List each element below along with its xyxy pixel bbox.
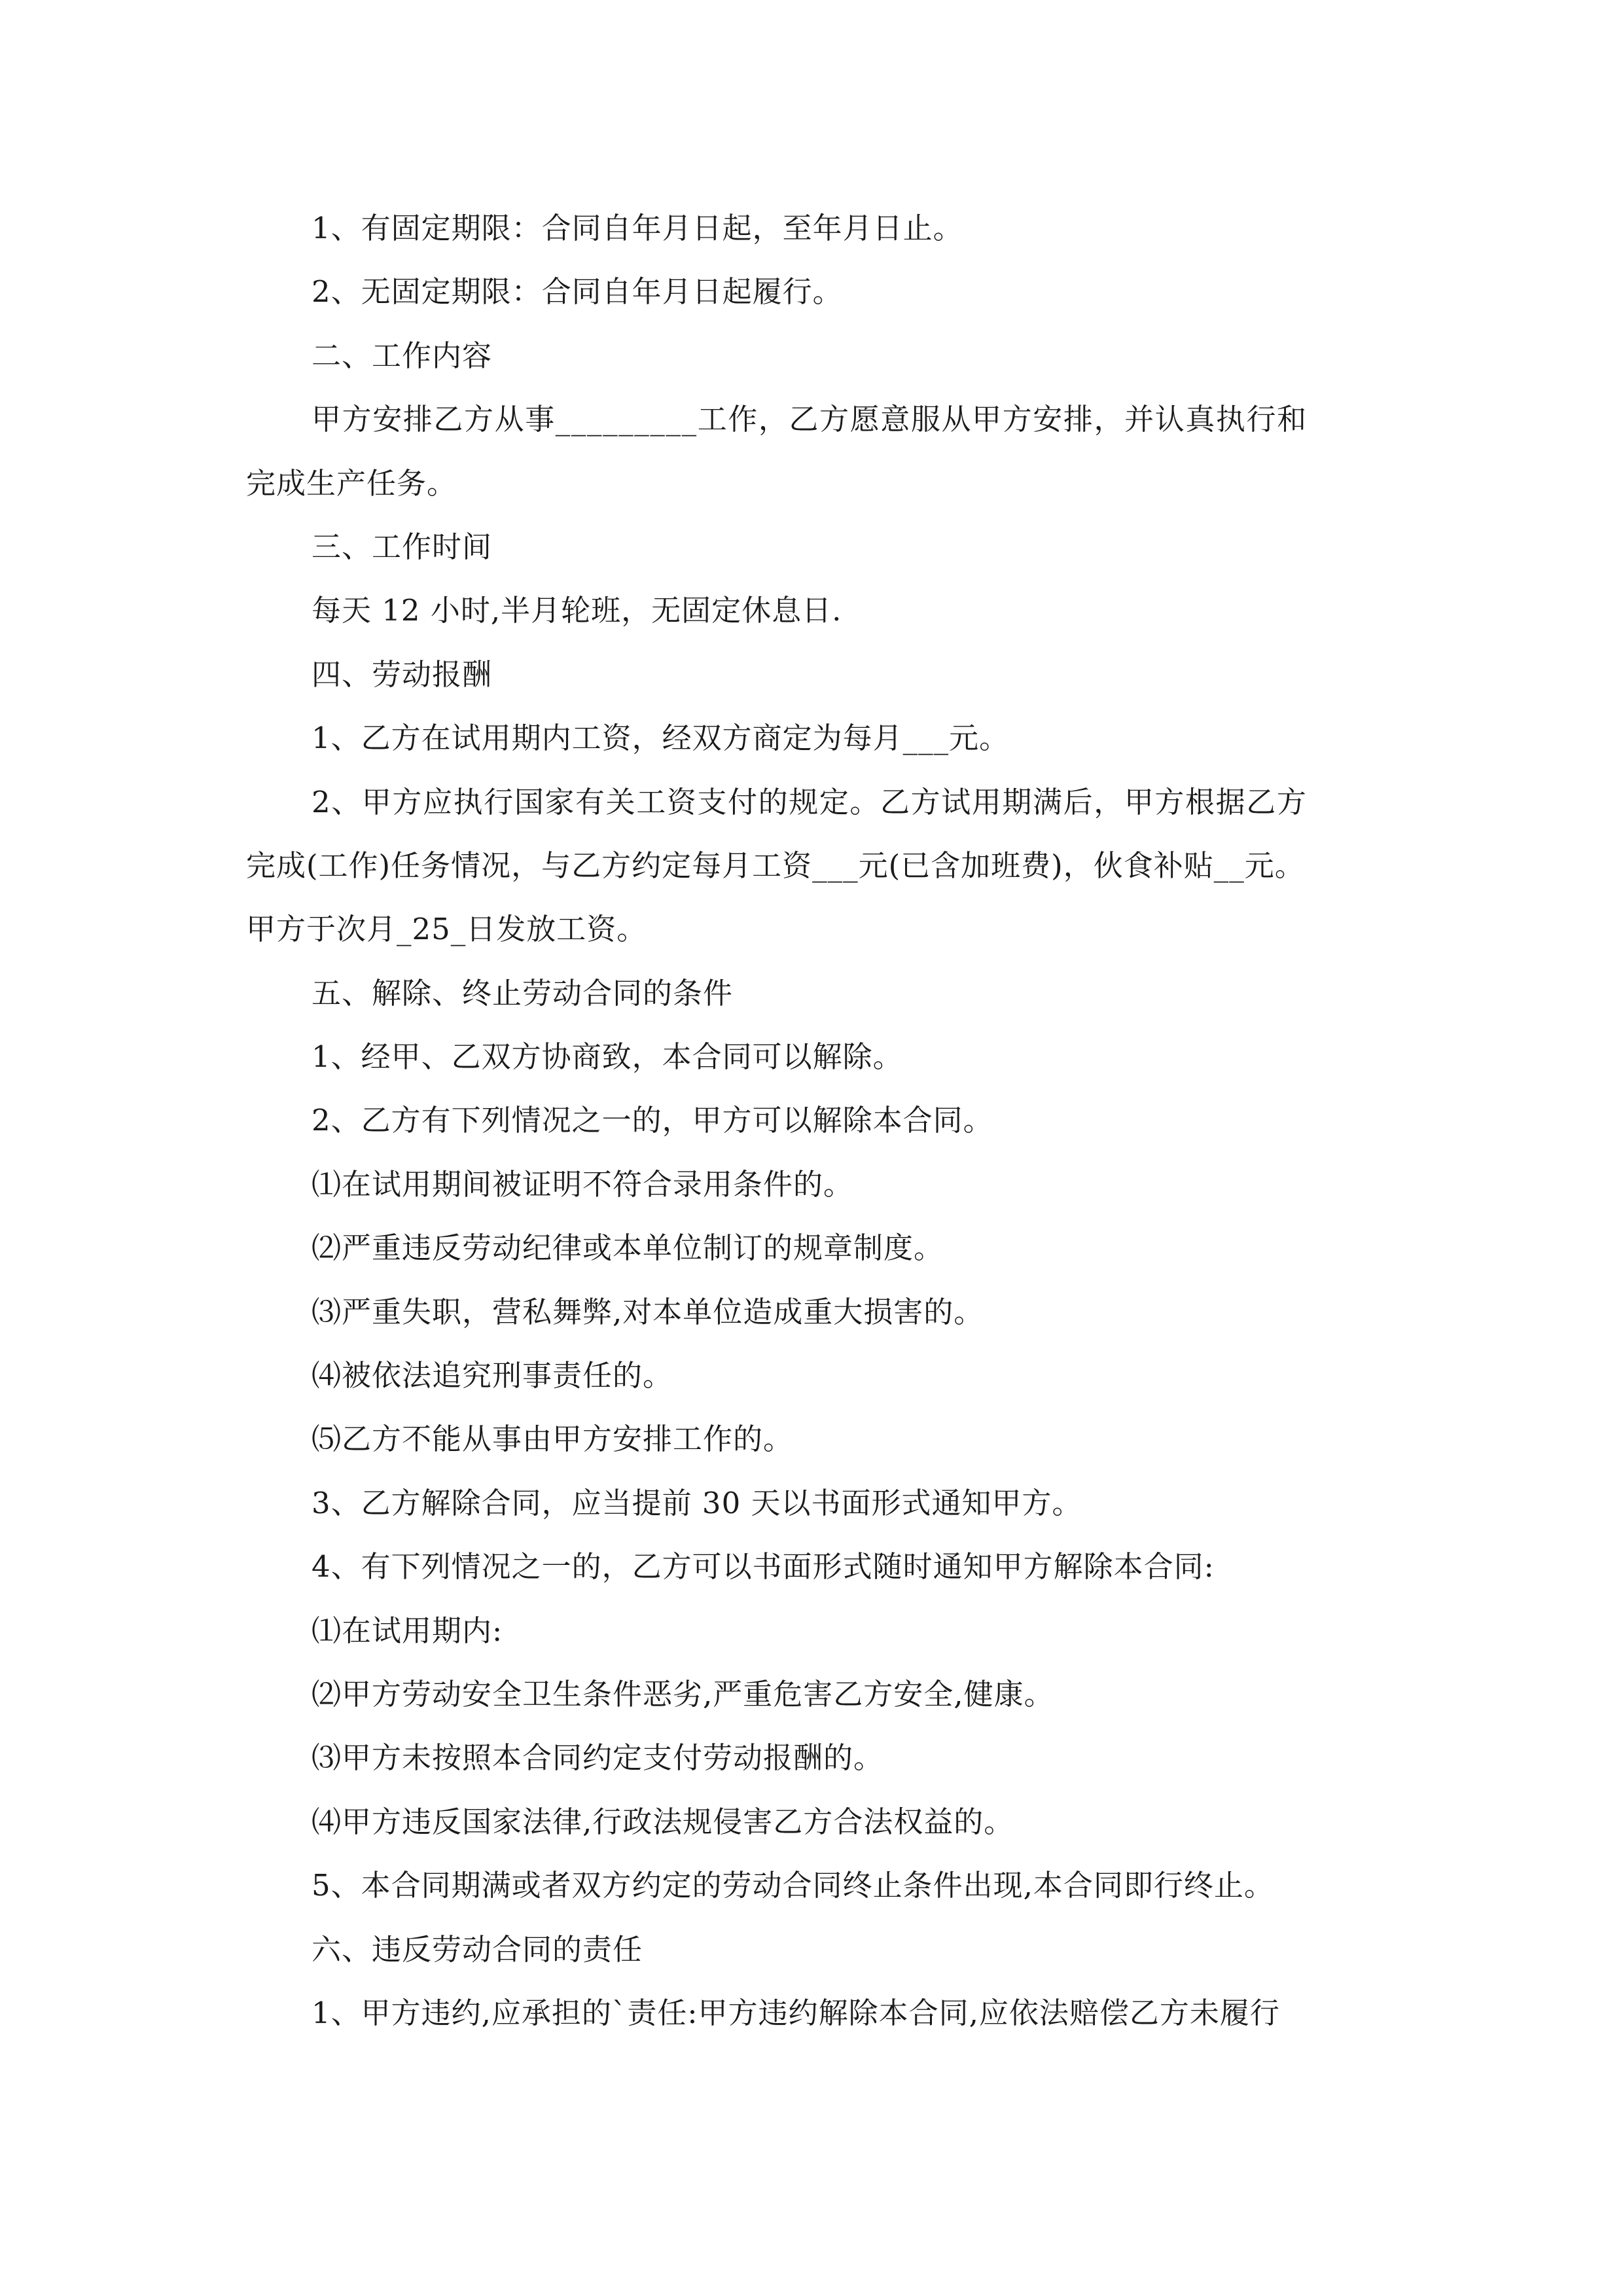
section-heading: 三、工作时间 <box>312 529 493 564</box>
document-body <box>246 196 1385 2045</box>
section-heading: 六、违反劳动合同的责任 <box>312 1931 643 1967</box>
paragraph-line: 1、甲方违约,应承担的`责任:甲方违约解除本合同,应依法赔偿乙方未履行 <box>312 1995 1280 2030</box>
list-item: ⑴在试用期间被证明不符合录用条件的。 <box>312 1166 854 1202</box>
paragraph-line: 2、乙方有下列情况之一的，甲方可以解除本合同。 <box>312 1103 993 1138</box>
paragraph-line: 2、甲方应执行国家有关工资支付的规定。乙方试用期满后，甲方根据乙方 <box>312 784 1308 819</box>
list-item: ⑵严重违反劳动纪律或本单位制订的规章制度。 <box>312 1230 944 1266</box>
list-item: ⑸乙方不能从事由甲方安排工作的。 <box>312 1422 794 1457</box>
section-heading: 四、劳动报酬 <box>312 656 493 692</box>
paragraph-line: 甲方安排乙方从事_________工作，乙方愿意服从甲方安排，并认真执行和 <box>312 402 1308 437</box>
paragraph-line: 完成生产任务。 <box>246 465 457 501</box>
paragraph-line: 3、乙方解除合同，应当提前 30 天以书面形式通知甲方。 <box>312 1485 1082 1520</box>
list-item: ⑵甲方劳动安全卫生条件恶劣,严重危害乙方安全,健康。 <box>312 1676 1054 1712</box>
section-heading: 二、工作内容 <box>312 338 493 373</box>
list-item: ⑶甲方未按照本合同约定支付劳动报酬的。 <box>312 1740 884 1776</box>
paragraph-line: 1、经甲、乙双方协商致，本合同可以解除。 <box>312 1039 903 1075</box>
paragraph-line: 完成(工作)任务情况，与乙方约定每月工资___元(已含加班费)，伙食补贴__元。 <box>246 848 1305 883</box>
paragraph-line: 1、乙方在试用期内工资，经双方商定为每月___元。 <box>312 721 1010 756</box>
list-item: ⑶严重失职，营私舞弊,对本单位造成重大损害的。 <box>312 1294 984 1329</box>
list-item: ⑴在试用期内: <box>312 1613 503 1648</box>
paragraph-line: 每天 12 小时,半月轮班，无固定休息日. <box>312 593 842 628</box>
paragraph-line: 甲方于次月_25_日发放工资。 <box>246 912 647 947</box>
paragraph-line: 1、有固定期限：合同自年月日起，至年月日止。 <box>312 211 963 245</box>
list-item: ⑷被依法追究刑事责任的。 <box>312 1358 673 1393</box>
paragraph-line: 5、本合同期满或者双方约定的劳动合同终止条件出现,本合同即行终止。 <box>312 1868 1274 1903</box>
list-item: ⑷甲方违反国家法律,行政法规侵害乙方合法权益的。 <box>312 1804 1014 1839</box>
section-heading: 五、解除、终止劳动合同的条件 <box>312 975 734 1011</box>
paragraph-line: 4、有下列情况之一的，乙方可以书面形式随时通知甲方解除本合同: <box>312 1549 1215 1585</box>
paragraph-line: 2、无固定期限：合同自年月日起履行。 <box>312 274 843 310</box>
